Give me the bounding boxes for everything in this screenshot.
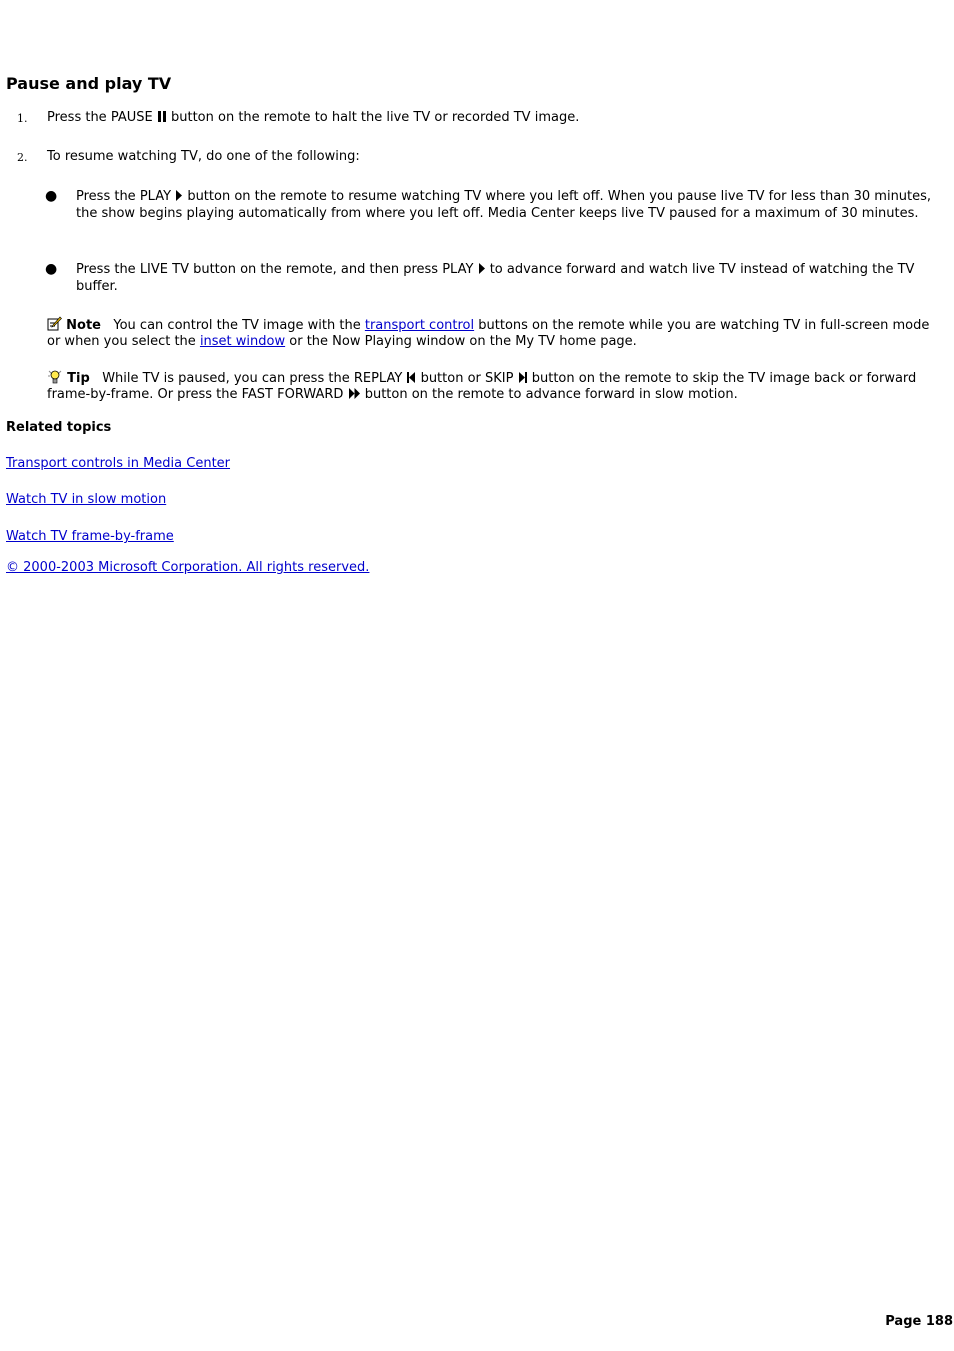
related-link-slow-motion[interactable]: Watch TV in slow motion	[6, 492, 167, 507]
copyright-link[interactable]: © 2000-2003 Microsoft Corporation. All rights reserved.	[6, 560, 370, 575]
related-topics-heading: Related topics	[6, 420, 112, 435]
pause-icon	[157, 110, 167, 123]
step-2-text: To resume watching TV, do one of the following:	[47, 149, 360, 164]
skip-icon	[518, 371, 528, 384]
tip-label: Tip	[67, 371, 90, 386]
bullet-1-text: Press the PLAY button on the remote to resume watching TV where you left off. When you pause live TV for less than 30 minutes, the show begins playing automatically from where you left off. Media Center keeps live TV paused for a maximum of 30 minutes.	[76, 189, 932, 221]
fast-forward-icon	[348, 387, 361, 400]
bullet-marker: ●	[45, 261, 58, 277]
related-link-transport-controls[interactable]: Transport controls in Media Center	[6, 456, 231, 471]
note-box: Note You can control the TV image with the transport control buttons on the remote while you are watching TV in full-screen mode or when you select the inset window or the Now Playing window on the My TV home page.	[47, 318, 930, 349]
note-pencil-icon	[47, 316, 62, 331]
lightbulb-icon	[47, 369, 63, 384]
play-icon	[175, 189, 183, 202]
bullet-2-text: Press the LIVE TV button on the remote, and then press PLAY to advance forward and watch live TV instead of watching the TV buffer.	[76, 262, 915, 294]
note-label: Note	[66, 318, 101, 333]
bullet-marker: ●	[45, 188, 58, 204]
inset-window-link[interactable]: inset window	[199, 333, 286, 349]
step-1-text: Press the PAUSE button on the remote to halt the live TV or recorded TV image.	[47, 110, 580, 125]
step-number: 1.	[17, 112, 28, 125]
page-number: Page 188	[885, 1314, 953, 1329]
step-number: 2.	[17, 151, 28, 164]
replay-icon	[406, 371, 416, 384]
page-title: Pause and play TV	[6, 74, 172, 93]
transport-control-link[interactable]: transport control	[364, 318, 475, 333]
related-link-frame-by-frame[interactable]: Watch TV frame-by-frame	[6, 529, 174, 544]
play-icon	[478, 262, 486, 275]
tip-box: Tip While TV is paused, you can press the REPLAY button or SKIP button on the remote to skip the TV image back or forward frame-by-frame. Or press the FAST FORWARD button on the remote to advance forward in slow motion.	[47, 371, 917, 402]
